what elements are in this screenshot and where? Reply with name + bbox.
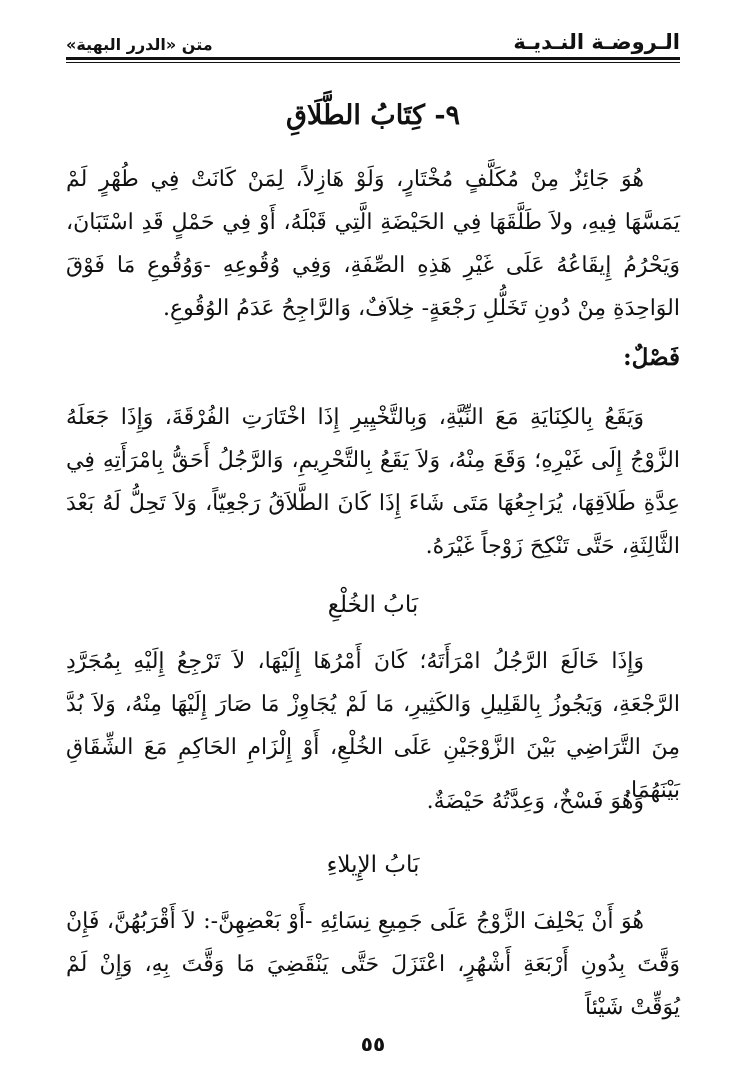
header-rule-thick [66,57,680,60]
paragraph-khul: وَإِذَا خَالَعَ الرَّجُلُ امْرَأَتَهُ؛ كَانَ أَمْرُهَا إِلَيْهَا، لاَ تَرْجِعُ إِلَيْهِ بِمُجَرَّدِ الرَّجْعَةِ، وَيَجُوزُ بِالقَلِيلِ وَالكَثِيرِ، مَا لَمْ يُجَاوِزْ مَا صَارَ إِلَيْهَا مِنْهُ، وَلاَ بُدَّ مِنَ التَّرَاضِي بَيْنَ الزَّوْجَيْنِ عَلَى الخُلْعِ، أَوْ إِلْزَامِ الحَاكِمِ مَعَ الشِّقَاقِ بَيْنَهُمَا. [66,649,680,803]
paragraph-ila: هُوَ أَنْ يَحْلِفَ الزَّوْجُ عَلَى جَمِيعِ نِسَائِهِ -أَوْ بَعْضِهِنَّ-: لاَ أَقْرَبُهُنَّ، فَإِنْ وَقَّتَ بِدُونِ أَرْبَعَةِ أَشْهُرٍ، اعْتَزَلَ حَتَّى يَنْقَضِيَ مَا وَقَّتَ بِهِ، وَإِنْ لَمْ يُوَقِّتْ شَيْئاً [66,909,680,1020]
section-heading-ila: بَابُ الإِيلاءِ [326,852,420,878]
header-rule-thin [66,62,680,63]
chapter-title: ٩- كِتَابُ الطَّلَاقِ [285,100,461,131]
running-header [66,26,680,54]
book-subtitle: متن «الدرر البهية» [66,35,213,54]
section-heading-fasl: فَصْلٌ: [623,344,680,371]
paragraph-talaq-ruling: هُوَ جَائِزٌ مِنْ مُكَلَّفٍ مُخْتَارٍ، وَلَوْ هَازِلاً، لِمَنْ كَانَتْ فِي طُهْرٍ لَمْ يَمَسَّهَا فِيهِ، ولاَ طَلَّقَهَا فِي الحَيْضَةِ الَّتِي قَبْلَهُ، أَوْ فِي حَمْلٍ قَدِ اسْتَبَانَ، وَيَحْرُمُ إِيقَاعُهُ عَلَى غَيْرِ هَذِهِ الصِّفَةِ، وَفِي وُقُوعِهِ -وَوُقُوعِ مَا فَوْقَ الوَاحِدَةِ مِنْ دُونِ تَخَلُّلِ رَجْعَةٍ- خِلاَفٌ، وَالرَّاجِحُ عَدَمُ الوُقُوعِ. [66,167,680,321]
paragraph-khul-faskh: وَهُوَ فَسْخٌ، وَعِدَّتُهُ حَيْضَةٌ. [426,789,644,814]
page-number: ٥٥ [360,1032,386,1056]
paragraph-kinaya: وَيَقَعُ بِالكِنَايَةِ مَعَ النِّيَّةِ، وَبِالتَّخْيِيرِ إِذَا اخْتَارَتِ الفُرْقَةَ، وَإِذَا جَعَلَهُ الزَّوْجُ إِلَى غَيْرِهِ؛ وَقَعَ مِنْهُ، وَلاَ يَقَعُ بِالتَّحْرِيمِ، وَالرَّجُلُ أَحَقُّ بِامْرَأَتِهِ فِي عِدَّةِ طَلاَقِهَا، يُرَاجِعُهَا مَتَى شَاءَ إِذَا كَانَ الطَّلاَقُ رَجْعِيّاً، وَلاَ تَحِلُّ لَهُ بَعْدَ الثَّالِثَةِ، حَتَّى تَنْكِحَ زَوْجاً غَيْرَهُ. [66,405,680,559]
book-title: الـروضـة النـديـة [513,30,680,54]
section-heading-khul: بَابُ الخُلْعِ [327,592,419,618]
